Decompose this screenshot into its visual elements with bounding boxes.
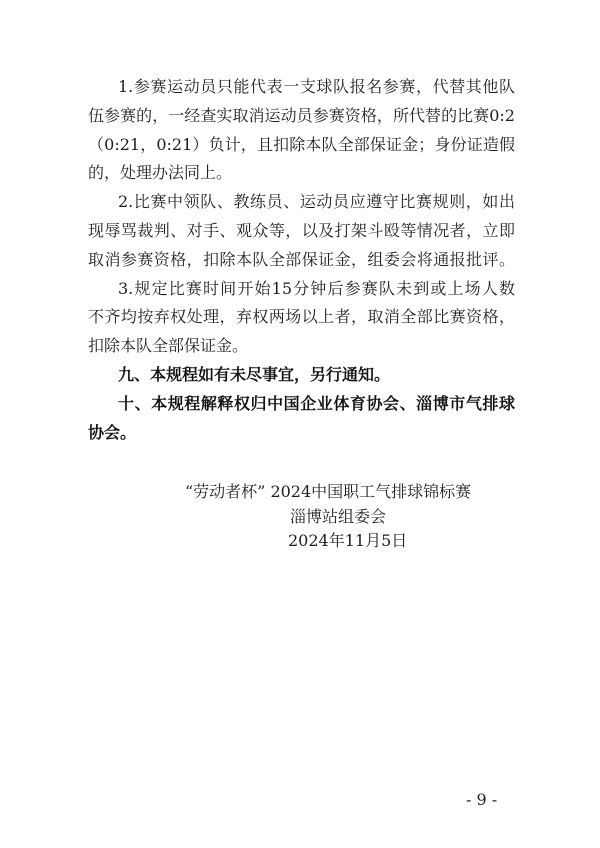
clause-line: 伍参赛的，一经查实取消运动员参赛资格，所代替的比赛0:2 [88, 105, 515, 125]
clause-line: 取消参赛资格，扣除本队全部保证金，组委会将通报批评。 [88, 249, 515, 269]
article-10 [88, 390, 515, 448]
article-heading: 九、本规程如有未尽事宜，另行通知。 [118, 364, 391, 384]
clause-line: 1.参赛运动员只能代表一支球队报名参赛，代替其他队 [118, 77, 515, 96]
article-heading: 协会。 [88, 422, 137, 442]
article-heading: 十、本规程解释权归中国企业体育协会、淄博市气排球 [118, 393, 515, 413]
signature-event: “劳动者杯” 2024中国职工气排球锦标赛 [185, 482, 472, 501]
clause-1 [88, 73, 515, 188]
signature-committee: 淄博站组委会 [290, 507, 387, 526]
clause-3 [88, 275, 515, 361]
clause-line: （0:21，0:21）负计，且扣除本队全部保证金；身份证造假 [88, 134, 515, 154]
signature-date: 2024年11月5日 [288, 531, 408, 550]
clause-line: 2.比赛中领队、教练员、运动员应遵守比赛规则，如出 [118, 192, 515, 212]
clause-line: 的，处理办法同上。 [88, 163, 233, 183]
clause-line: 扣除本队全部保证金。 [88, 336, 249, 356]
regulation-text [88, 73, 515, 447]
article-9 [88, 361, 515, 390]
clause-line: 不齐均按弃权处理，弃权两场以上者，取消全部比赛资格， [88, 307, 515, 327]
page-number: - 9 - [466, 790, 498, 809]
clause-2 [88, 188, 515, 274]
clause-line: 3.规定比赛时间开始15分钟后参赛队未到或上场人数 [118, 278, 515, 298]
clause-line: 现辱骂裁判、对手、观众等，以及打架斗殴等情况者，立即 [88, 220, 515, 240]
